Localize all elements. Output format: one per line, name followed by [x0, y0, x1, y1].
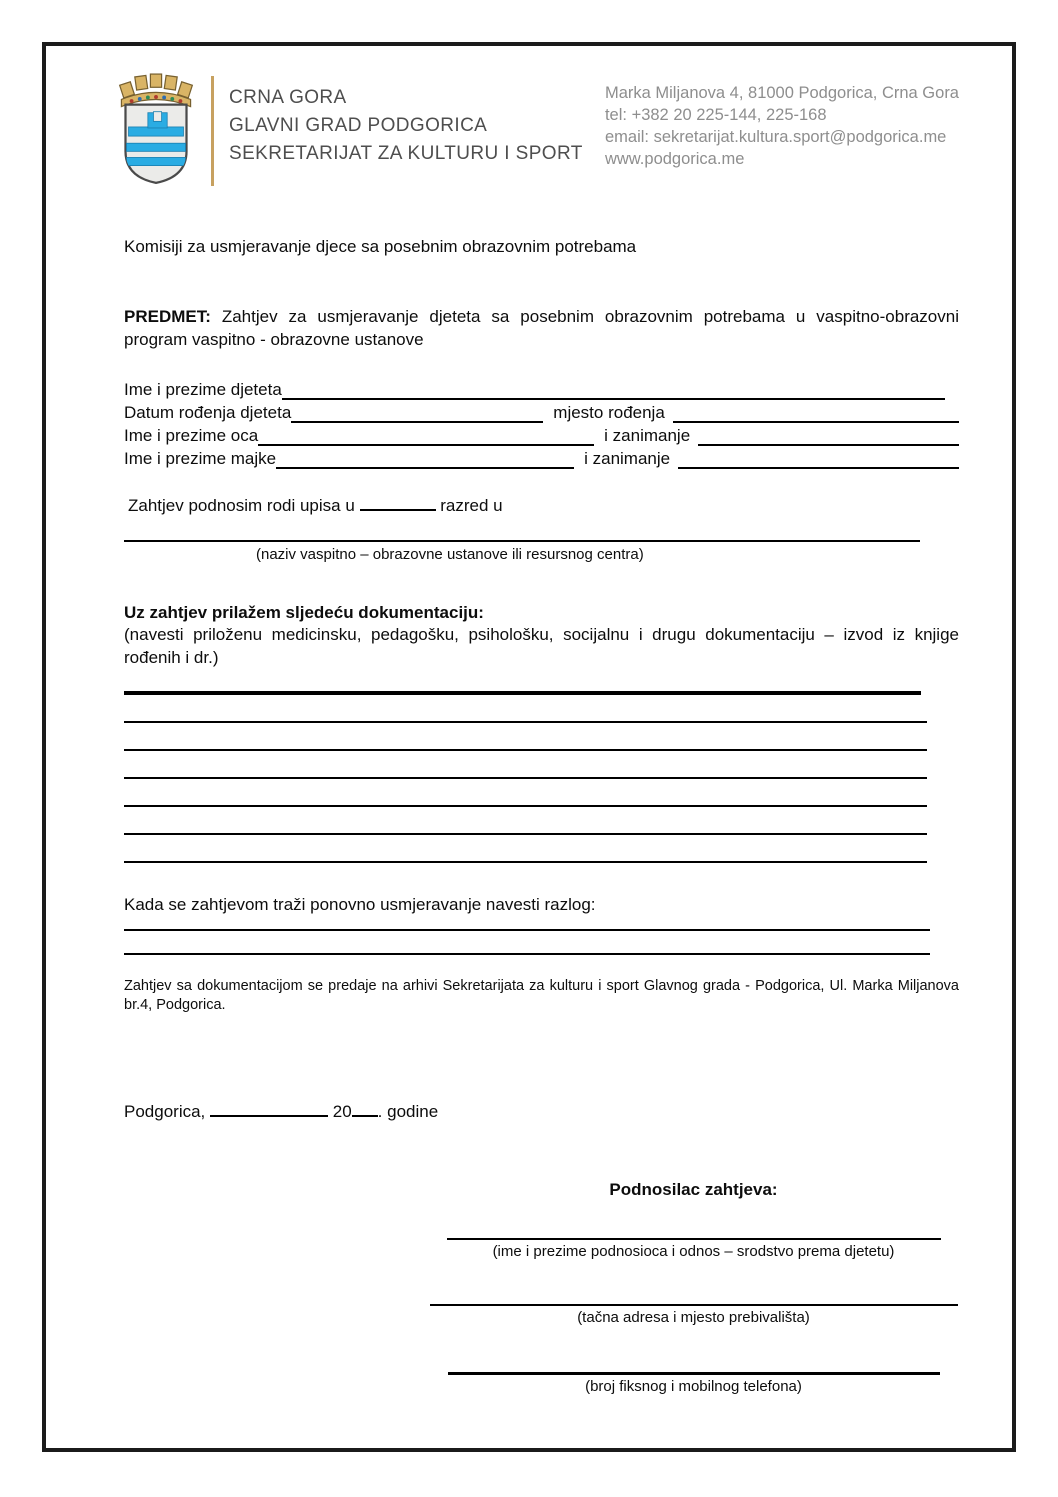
- subject-paragraph: [124, 305, 959, 351]
- institution-blank: [124, 540, 920, 542]
- page-border: [42, 42, 1016, 1452]
- contact-email: email: sekretarijat.kultura.sport@podgorica.me: [604, 128, 947, 146]
- birth-date-blank: [291, 405, 543, 423]
- field-row-child-name: [124, 377, 959, 400]
- grade-blank: [360, 495, 436, 511]
- signature-name-blank: [447, 1238, 941, 1240]
- contact-phone: tel: +382 20 225-144, 225-168: [604, 106, 827, 124]
- enrollment-prefix: Zahtjev podnosim rodi upisa u: [128, 496, 355, 515]
- date-year-prefix: 20: [332, 1102, 352, 1121]
- enrollment-suffix: razred u: [440, 496, 503, 515]
- document-blank-line: [124, 833, 927, 835]
- mother-name-label: Ime i prezime majke: [124, 449, 277, 468]
- father-name-label: Ime i prezime oca: [124, 426, 259, 445]
- signature-address-blank: [430, 1304, 958, 1306]
- signature-name-caption: (ime i prezime podnosioca i odnos – srodstvo prema djetetu): [492, 1243, 895, 1260]
- contact-address: Marka Miljanova 4, 81000 Podgorica, Crna Gora: [604, 84, 959, 102]
- year-blank: [352, 1101, 378, 1117]
- reason-blank-line: [124, 953, 930, 955]
- page-content: [46, 46, 1012, 1448]
- mother-occupation-label: i zanimanje: [584, 449, 671, 468]
- documents-note: (navesti priloženu medicinsku, pedagošku, psihološku, socijalnu i drugu dokumentaciju – izvod iz knjige rođenih i dr.): [124, 625, 959, 667]
- reason-blank-line: [124, 929, 930, 931]
- date-city: Podgorica,: [124, 1102, 206, 1121]
- date-line: [124, 1101, 959, 1122]
- date-suffix: . godine: [377, 1102, 439, 1121]
- signature-heading: Podnosilac zahtjeva:: [609, 1180, 778, 1199]
- father-name-blank: [258, 428, 594, 446]
- document-blank-line: [124, 861, 927, 863]
- institution-caption: (naziv vaspitno – obrazovne ustanove ili resursnog centra): [256, 546, 644, 563]
- submission-note: Zahtjev sa dokumentacijom se predaje na arhivi Sekretarijata za kulturu i sport Glavnog grada - Podgorica, Ul. Marka Miljanova br.4, Podgorica.: [124, 978, 959, 1013]
- father-occupation-label: i zanimanje: [604, 426, 691, 445]
- org-line-country: CRNA GORA: [229, 87, 347, 108]
- documents-heading: Uz zahtjev prilažem sljedeću dokumentaciju:: [124, 603, 484, 622]
- field-row-mother: [124, 446, 959, 469]
- signature-phone-blank: [448, 1372, 940, 1375]
- mother-occupation-blank: [678, 451, 959, 469]
- enrollment-sentence: [124, 495, 959, 516]
- subject-label: PREDMET:: [124, 307, 211, 326]
- signature-phone-caption: (broj fiksnog i mobilnog telefona): [585, 1378, 802, 1395]
- reason-heading: Kada se zahtjevom traži ponovno usmjeravanje navesti razlog:: [124, 895, 596, 914]
- document-blank-line: [124, 777, 927, 779]
- birth-place-blank: [673, 405, 959, 423]
- contact-info: [605, 82, 959, 170]
- child-name-blank: [282, 382, 945, 400]
- recipient-line: Komisiji za usmjeravanje djece sa posebnim obrazovnim potrebama: [124, 237, 637, 256]
- document-blank-line: [124, 691, 921, 695]
- field-row-father: [124, 423, 959, 446]
- field-row-birth: [124, 400, 959, 423]
- birth-date-label: Datum rođenja djeteta: [124, 403, 292, 422]
- org-line-secretariat: SEKRETARIJAT ZA KULTURU I SPORT: [229, 143, 583, 164]
- mother-name-blank: [276, 451, 574, 469]
- date-blank: [210, 1101, 328, 1117]
- father-occupation-blank: [698, 428, 959, 446]
- contact-website: www.podgorica.me: [604, 150, 745, 168]
- organization-name: [229, 84, 583, 168]
- child-name-label: Ime i prezime djeteta: [124, 380, 282, 399]
- letterhead: [124, 70, 959, 195]
- org-line-city: GLAVNI GRAD PODGORICA: [229, 115, 488, 136]
- podgorica-coat-of-arms-icon: [118, 70, 194, 195]
- signature-address-caption: (tačna adresa i mjesto prebivališta): [577, 1309, 810, 1326]
- subject-text: Zahtjev za usmjeravanje djeteta sa posebnim obrazovnim potrebama u vaspitno-obrazovni program vaspitno - obrazovne ustanove: [124, 307, 959, 349]
- signature-block: [428, 1180, 959, 1395]
- document-blank-line: [124, 721, 927, 723]
- header-divider: [211, 76, 214, 186]
- birth-place-label: mjesto rođenja: [553, 403, 665, 422]
- document-blank-line: [124, 805, 927, 807]
- documents-blank-lines: [124, 691, 959, 863]
- document-blank-line: [124, 749, 927, 751]
- form-fields: [124, 377, 959, 469]
